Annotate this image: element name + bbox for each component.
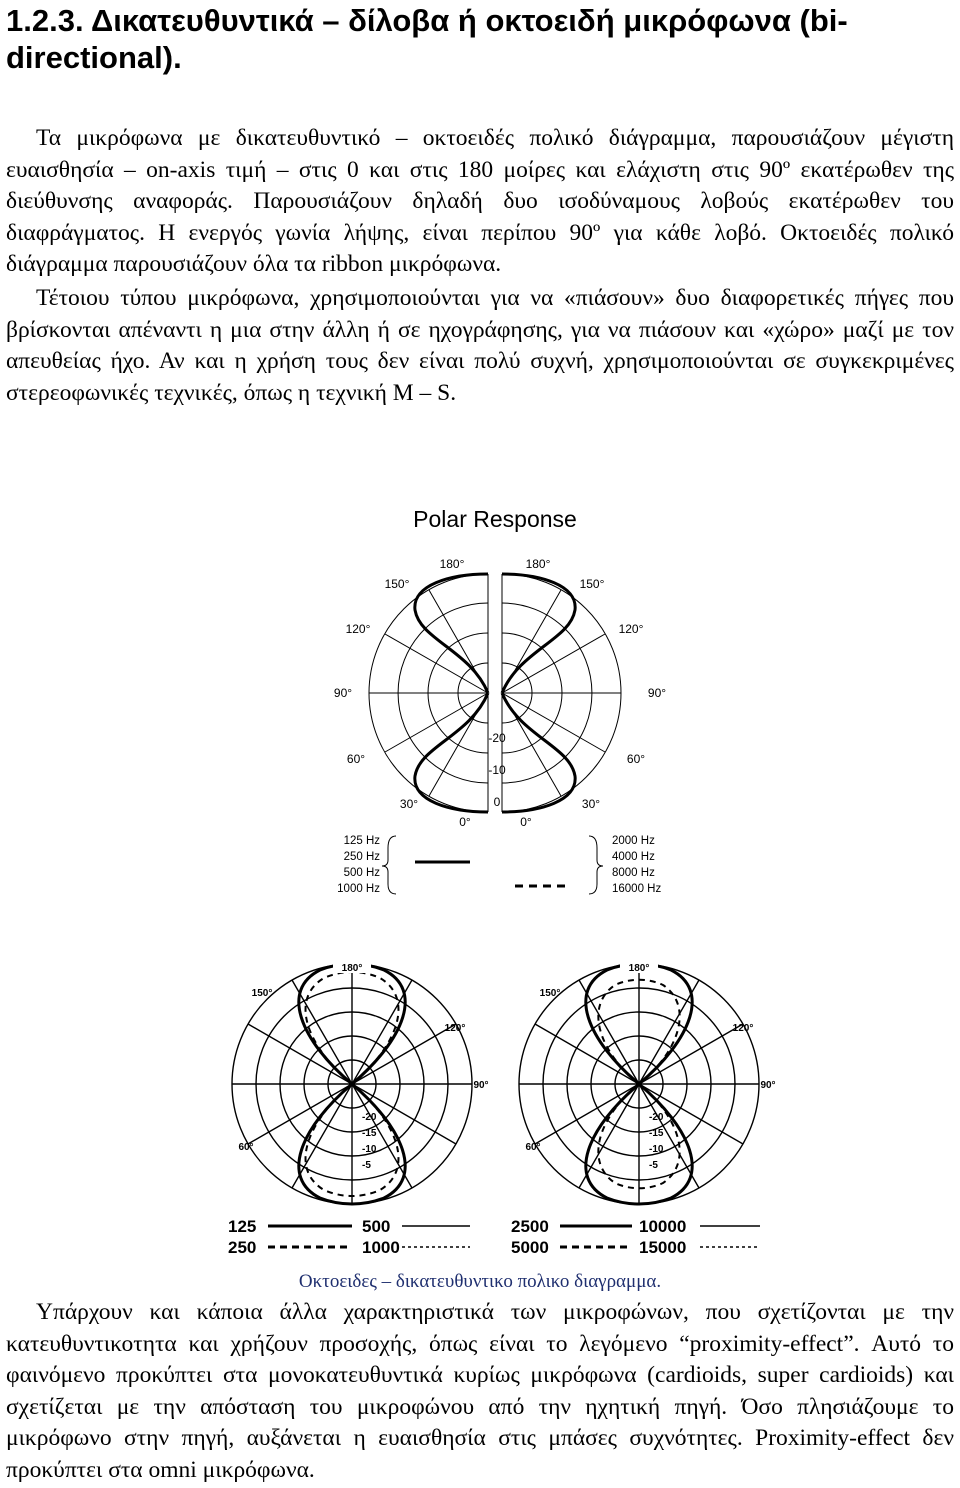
angle-label-60: 60° bbox=[525, 1142, 541, 1153]
angle-label-90-right: 90° bbox=[647, 686, 667, 700]
angle-label-60: 60° bbox=[238, 1142, 254, 1153]
legend-left-labels bbox=[337, 835, 380, 895]
angle-label-120-right: 120° bbox=[618, 622, 644, 636]
paragraph-usage-text: Τέτοιου τύπου μικρόφωνα, χρησιμοποιούνται για να «πιάσουν» δυο διαφορετικές πήγες που βρίσκονται απέναντι η μια στην άλλη ή σε ηχογράφησης, για να πιάσουν και «χώρο» μαζί με τον απευθείας ήχο. Αν και η χρήση τους δεν είναι πολύ συχνή, χρησιμοποιούνται σε συγκεκριμένες στερεοφωνικές τεχνικές, όπως η τεχνική M – S. bbox=[6, 285, 954, 406]
db-label: -5 bbox=[362, 1160, 371, 1171]
angle-label-180: 180° bbox=[628, 963, 650, 974]
angle-label-30-left: 30° bbox=[399, 797, 419, 811]
angle-label-150-right: 150° bbox=[579, 577, 605, 591]
angle-label-180-right: 180° bbox=[525, 557, 551, 571]
db-label: -5 bbox=[649, 1160, 658, 1171]
angle-label-150: 150° bbox=[251, 988, 273, 999]
angle-label-90-left: 90° bbox=[333, 686, 353, 700]
db-label: -20 bbox=[362, 1112, 377, 1123]
frequency-legend bbox=[337, 835, 661, 895]
legend-item: 8000 Hz bbox=[612, 867, 655, 879]
paragraph-intro-text: Τα μικρόφωνα με δικατευθυντικό – οκτοειδές πολικό διάγραμμα, παρουσιάζουν μέγιστη ευαισθησία – on-axis τιμή – στις 0 και στις 180 μοίρες και ελάχιστη στις 90º εκατέρωθεν της διεύθυνσης αναφοράς. Παρουσιάζουν δηλαδή δυο ισοδύναμους λοβούς εκατέρωθεν του διαφράγματος. Η ενεργός γωνία λήψης, είναι περίπου 90º για κάθε λοβό. Οκτοειδές πολικό διάγραμμα παρουσιάζουν όλα τα ribbon μικρόφωνα. bbox=[6, 125, 954, 278]
legend-value: 5000 bbox=[511, 1238, 549, 1257]
legend-value: 15000 bbox=[639, 1238, 687, 1257]
legend-value: 500 bbox=[362, 1217, 391, 1236]
polar-plots-pair bbox=[228, 960, 776, 1257]
legend-item: 250 Hz bbox=[343, 851, 380, 863]
legend-value: 2500 bbox=[511, 1217, 549, 1236]
db-label: -15 bbox=[362, 1128, 377, 1139]
section-heading: 1.2.3. Δικατευθυντικά – δίλοβα ή οκτοειδή μικρόφωνα (bi-directional). bbox=[6, 3, 848, 75]
legend-item: 500 Hz bbox=[343, 867, 380, 879]
legend-item: 4000 Hz bbox=[612, 851, 655, 863]
polar-response-figure bbox=[334, 506, 666, 895]
angle-label-0-left: 0° bbox=[459, 815, 471, 829]
angle-label-180-left: 180° bbox=[439, 557, 465, 571]
legend-right-labels bbox=[612, 835, 661, 895]
db-label: -10 bbox=[488, 763, 506, 777]
angle-label-120-left: 120° bbox=[345, 622, 371, 636]
figure-caption: Οκτοειδες – δικατευθυντικο πολικο διαγραμμα. bbox=[298, 1271, 662, 1292]
legend-value: 10000 bbox=[639, 1217, 687, 1236]
angle-label-30-right: 30° bbox=[581, 797, 601, 811]
angle-label-60-right: 60° bbox=[626, 752, 646, 766]
legend-item: 16000 Hz bbox=[612, 883, 662, 895]
paragraph-proximity bbox=[6, 1297, 954, 1487]
legend-item: 2000 Hz bbox=[612, 835, 655, 847]
angle-label-120: 120° bbox=[444, 1023, 466, 1034]
polar-response-title: Polar Response bbox=[413, 506, 577, 532]
angle-label-90: 90° bbox=[473, 1080, 489, 1091]
legend-item: 125 Hz bbox=[343, 835, 380, 847]
db-label: -10 bbox=[362, 1144, 377, 1155]
legend-value: 1000 bbox=[362, 1238, 400, 1257]
angle-label-90: 90° bbox=[760, 1080, 776, 1091]
db-label: -10 bbox=[649, 1144, 664, 1155]
legend-item: 1000 Hz bbox=[337, 883, 380, 895]
angle-label-60-left: 60° bbox=[346, 752, 366, 766]
angle-label-180: 180° bbox=[341, 963, 363, 974]
db-label: -15 bbox=[649, 1128, 664, 1139]
angle-label-150-left: 150° bbox=[384, 577, 410, 591]
db-label: -20 bbox=[488, 731, 506, 745]
angle-label-0-right: 0° bbox=[520, 815, 532, 829]
polar-plots-legend bbox=[228, 1217, 760, 1257]
legend-value: 250 bbox=[228, 1238, 257, 1257]
angle-label-120: 120° bbox=[732, 1023, 754, 1034]
db-label: 0 bbox=[493, 795, 501, 809]
paragraph-proximity-text: Υπάρχουν και κάποια άλλα χαρακτηριστικά των μικροφώνων, που σχετίζονται με την κατευθυντικοτητα και χρήζουν προσοχής, όπως είναι το λεγόμενο “proximity-effect”. Αυτό το φαινόμενο προκύπτει στα μονοκατευθυντικά κυρίως μικρόφωνα (cardioids, super cardioids) και σχετίζεται με την απόσταση του μικροφώνου από την ηχητική πηγή. Όσο πλησιάζουμε το μικρόφωνο στην πηγή, αυξάνεται η ευαισθησία στις μπάσες συχνότητες. Proximity-effect δεν προκύπτει στα omni μικρόφωνα. bbox=[6, 1299, 954, 1483]
angle-label-150: 150° bbox=[539, 988, 561, 999]
legend-right-brace bbox=[589, 836, 603, 894]
polar-grid-right bbox=[502, 574, 621, 812]
db-label: -20 bbox=[649, 1112, 664, 1123]
legend-value: 125 bbox=[228, 1217, 257, 1236]
polar-grid-left bbox=[369, 574, 488, 812]
legend-left-brace bbox=[382, 836, 396, 894]
polar-db-labels bbox=[488, 731, 506, 809]
